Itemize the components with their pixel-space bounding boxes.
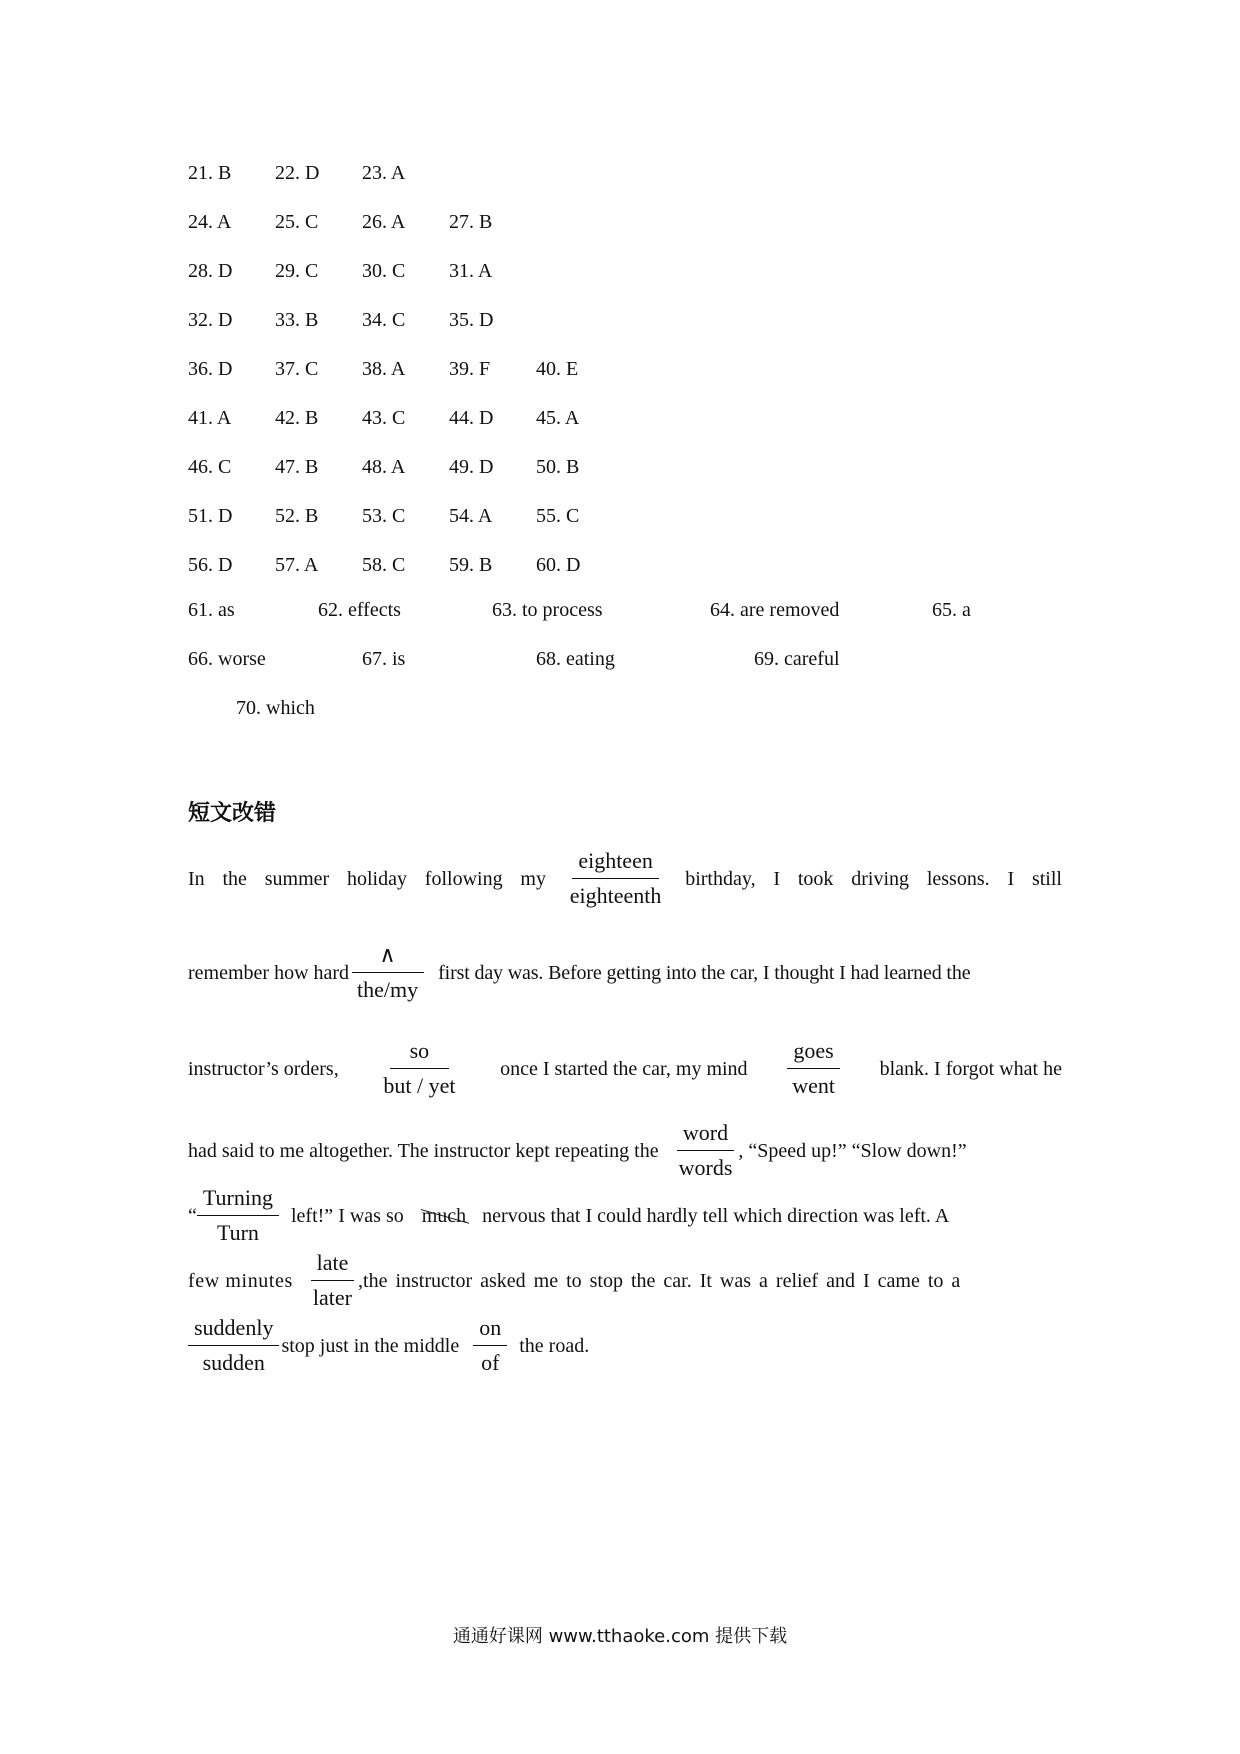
- word: the: [222, 867, 247, 890]
- text-segment: once I started the car, my mind: [500, 1057, 748, 1080]
- answer-item: 26. A: [362, 211, 406, 233]
- corrected-word: words: [678, 1155, 733, 1180]
- correction-line-2: [188, 940, 1062, 1005]
- answer-item: 59. B: [449, 554, 493, 576]
- answer-item: 25. C: [275, 211, 319, 233]
- original-word: suddenly: [188, 1313, 279, 1346]
- answer-item: 51. D: [188, 505, 233, 527]
- text-segment: remember how hard: [188, 961, 350, 984]
- word: In: [188, 867, 205, 890]
- text-segment: few minutes: [188, 1269, 293, 1292]
- corrected-word: went: [792, 1073, 835, 1098]
- corrected-word: Turn: [216, 1220, 259, 1245]
- section-title: 短文改错: [188, 801, 277, 826]
- corrected-word: the/my: [357, 977, 419, 1002]
- answer-70: 70. which: [236, 697, 315, 719]
- answer-65: 65. a: [932, 599, 971, 621]
- answer-item: 56. D: [188, 554, 233, 576]
- answer-item: 49. D: [449, 456, 494, 478]
- correction-insert-the: [351, 940, 424, 1005]
- word: driving: [851, 867, 910, 890]
- original-word: goes: [787, 1036, 839, 1069]
- original-word: late: [311, 1248, 355, 1281]
- answer-item: 39. F: [449, 358, 491, 380]
- correction-line-6: [188, 1248, 1062, 1313]
- answer-item: 43. C: [362, 407, 406, 429]
- answer-62: 62. effects: [318, 599, 401, 621]
- answer-61: 61. as: [188, 599, 235, 621]
- text-segment: , “Speed up!” “Slow down!”: [738, 1139, 967, 1162]
- insert-caret: ∧: [352, 940, 424, 973]
- answer-item: 32. D: [188, 309, 233, 331]
- answer-item: 37. C: [275, 358, 319, 380]
- answer-item: 42. B: [275, 407, 319, 429]
- answer-item: 28. D: [188, 260, 233, 282]
- word: holiday: [346, 867, 407, 890]
- answer-item: 22. D: [275, 162, 320, 184]
- text-segment: “: [188, 1204, 197, 1227]
- word: birthday,: [685, 867, 756, 890]
- deleted-word: much: [422, 1202, 466, 1230]
- answer-item: 35. D: [449, 309, 494, 331]
- answer-item: 38. A: [362, 358, 406, 380]
- correction-line-7: [188, 1313, 1062, 1378]
- correction-eighteen: [564, 846, 668, 911]
- correction-turning: [197, 1183, 279, 1248]
- answer-item: 31. A: [449, 260, 493, 282]
- text-segment: blank. I forgot what he: [879, 1057, 1062, 1080]
- answer-item: 41. A: [188, 407, 232, 429]
- original-word: eighteen: [572, 846, 659, 879]
- answer-item: 33. B: [275, 309, 319, 331]
- answer-68: 68. eating: [536, 648, 615, 670]
- word: I: [773, 867, 781, 890]
- answer-item: 53. C: [362, 505, 406, 527]
- correction-on: [473, 1313, 507, 1378]
- word: summer: [264, 867, 330, 890]
- text-segment: left!” I was so: [291, 1204, 404, 1227]
- correction-line-3: [188, 1036, 1062, 1101]
- original-word: on: [473, 1313, 507, 1346]
- answer-item: 24. A: [188, 211, 232, 233]
- answer-item: 30. C: [362, 260, 406, 282]
- answer-item: 45. A: [536, 407, 580, 429]
- corrected-word: of: [481, 1350, 500, 1375]
- answer-item: 58. C: [362, 554, 406, 576]
- text-segment: ,the instructor asked me to stop the car. It was a relief and I came to a: [358, 1269, 961, 1292]
- correction-so: [377, 1036, 461, 1101]
- answer-item: 34. C: [362, 309, 406, 331]
- text-segment: stop just in the middle: [281, 1334, 460, 1357]
- answer-item: 57. A: [275, 554, 319, 576]
- answer-item: 48. A: [362, 456, 406, 478]
- word: took: [797, 867, 834, 890]
- correction-late: [307, 1248, 358, 1313]
- corrected-word: later: [312, 1285, 353, 1310]
- text-segment: the road.: [519, 1334, 590, 1357]
- answer-64: 64. are removed: [710, 599, 840, 621]
- text-segment: nervous that I could hardly tell which direction was left. A: [482, 1204, 950, 1227]
- word: still: [1031, 867, 1062, 890]
- text-segment: first day was. Before getting into the car, I thought I had learned the: [438, 961, 971, 984]
- original-word: so: [390, 1036, 450, 1069]
- text-segment: had said to me altogether. The instructor kept repeating the: [188, 1139, 659, 1162]
- answer-item: 27. B: [449, 211, 493, 233]
- word: I: [1007, 867, 1015, 890]
- word: lessons.: [926, 867, 990, 890]
- answer-item: 52. B: [275, 505, 319, 527]
- answer-item: 44. D: [449, 407, 494, 429]
- correction-suddenly: [188, 1313, 279, 1378]
- answer-item: 60. D: [536, 554, 581, 576]
- original-word: Turning: [197, 1183, 279, 1216]
- original-word: word: [677, 1118, 734, 1151]
- correction-line-4: [188, 1118, 1062, 1183]
- answer-item: 40. E: [536, 358, 579, 380]
- text-segment: instructor’s orders,: [188, 1057, 339, 1080]
- corrected-word: eighteenth: [569, 883, 662, 908]
- answer-66: 66. worse: [188, 648, 266, 670]
- answer-item: 29. C: [275, 260, 319, 282]
- correction-word: [673, 1118, 739, 1183]
- word: following: [424, 867, 503, 890]
- answer-67: 67. is: [362, 648, 406, 670]
- footer-source: 通通好课网 www.tthaoke.com 提供下载: [452, 1626, 788, 1647]
- answer-item: 36. D: [188, 358, 233, 380]
- answer-69: 69. careful: [754, 648, 840, 670]
- word: my: [520, 867, 546, 890]
- answer-63: 63. to process: [492, 599, 603, 621]
- answer-item: 54. A: [449, 505, 493, 527]
- corrected-word: sudden: [202, 1350, 265, 1375]
- answer-item: 23. A: [362, 162, 406, 184]
- answer-item: 46. C: [188, 456, 232, 478]
- answer-item: 55. C: [536, 505, 580, 527]
- answer-item: 50. B: [536, 456, 580, 478]
- correction-line-1: [188, 846, 1062, 911]
- correction-line-5: [188, 1183, 1062, 1248]
- answer-item: 21. B: [188, 162, 232, 184]
- correction-goes: [786, 1036, 841, 1101]
- corrected-word: but / yet: [383, 1073, 456, 1098]
- answer-item: 47. B: [275, 456, 319, 478]
